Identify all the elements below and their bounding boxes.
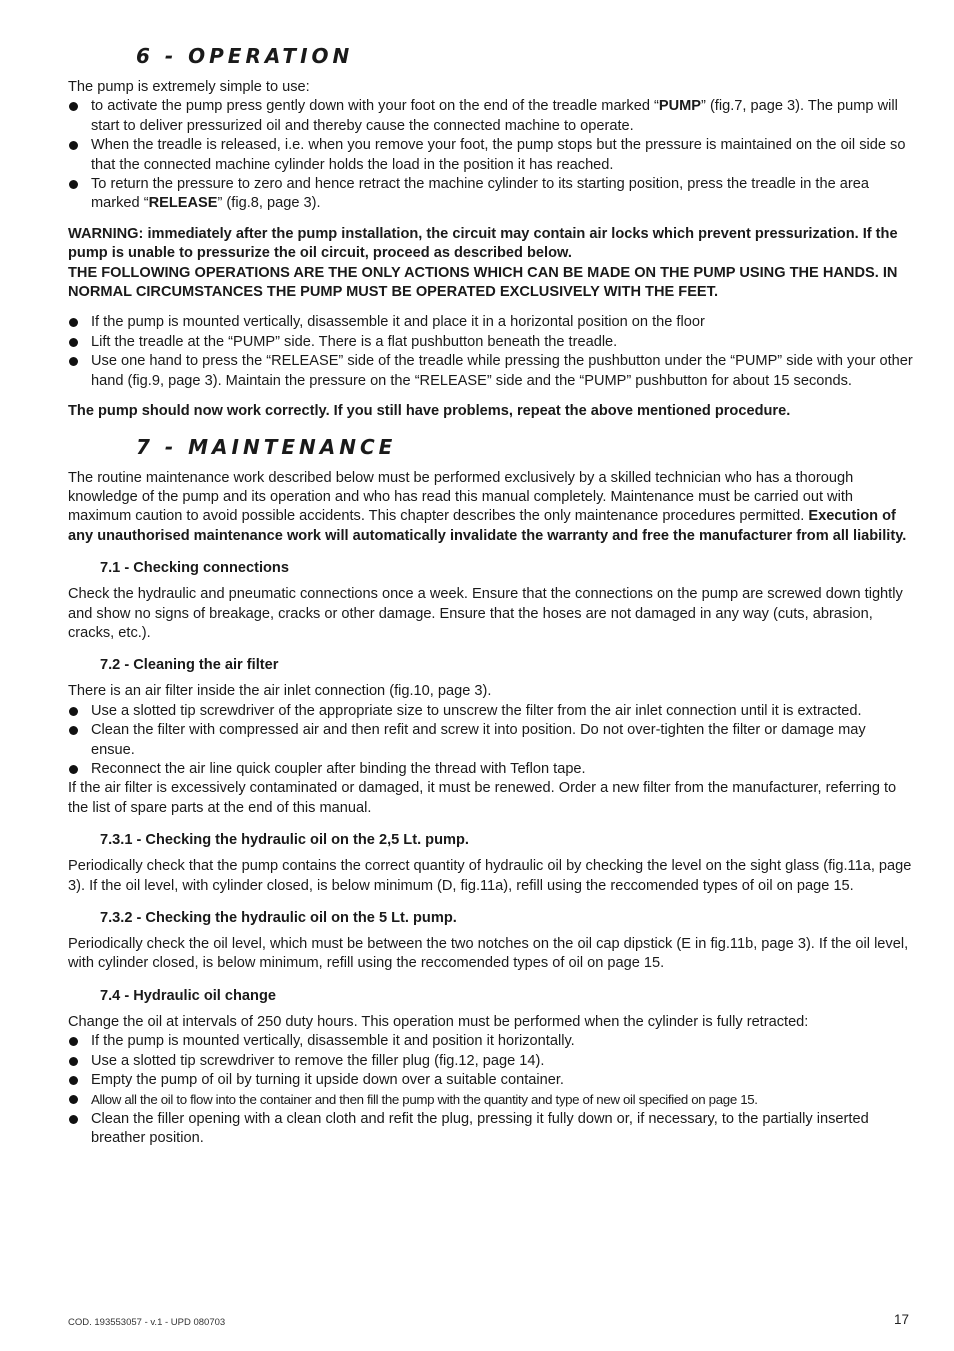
- subsection-7-3-1-text: Periodically check that the pump contains the correct quantity of hydraulic oil by checking the level on the sight glass (fig.11a, page 3). If the oil level, with cylinder closed, is below minimum (D, fig.11a), refill using the reccomended types of oil on page 15.: [68, 858, 912, 894]
- subsection-7-2-intro: There is an air filter inside the air inlet connection (fig.10, page 3).: [68, 683, 492, 700]
- warning-caps-paragraph: THE FOLLOWING OPERATIONS ARE THE ONLY ACTIONS WHICH CAN BE MADE ON THE PUMP USING THE HANDS. IN NORMAL CIRCUMSTANCES THE PUMP MUST BE OPERATED EXCLUSIVELY WITH THE FEET.: [68, 264, 898, 301]
- subsection-7-2-heading: 7.2 - Cleaning the air filter: [100, 657, 279, 674]
- list-item: Lift the treadle at the “PUMP” side. There is a flat pushbutton beneath the treadle.: [68, 333, 913, 352]
- closing-paragraph: The pump should now work correctly. If you still have problems, repeat the above mentioned procedure.: [68, 403, 791, 420]
- text-run: To return the pressure to zero and hence retract the machine cylinder to its starting position, press the treadle in the area marked “: [91, 176, 869, 212]
- text-run: ” (fig.8, page 3).: [217, 195, 321, 212]
- list-item: [68, 175, 913, 214]
- list-item: When the treadle is released, i.e. when you remove your foot, the pump stops but the pressure is maintained on the oil side so that the connected machine cylinder holds the load in the position it has reached.: [68, 136, 913, 175]
- page-number: 17: [894, 1312, 910, 1327]
- subsection-7-3-2-heading: 7.3.2 - Checking the hydraulic oil on the 5 Lt. pump.: [100, 910, 457, 926]
- subsection-7-3-1-heading: 7.3.1 - Checking the hydraulic oil on the 2,5 Lt. pump.: [100, 832, 469, 849]
- subsection-7-1-text: Check the hydraulic and pneumatic connections once a week. Ensure that the connections on the pump are screwed down tightly and show no signs of breakage, cracks or other damage. Ensure that the hoses are not damaged in any way (cuts, abrasion, cracks, etc.).: [68, 586, 903, 641]
- list-item: Clean the filter with compressed air and then refit and screw it into position. Do not over-tighten the filter or damage may ensue.: [68, 721, 913, 760]
- subsection-7-4-heading: 7.4 - Hydraulic oil change: [100, 987, 276, 1004]
- bold-run: RELEASE: [148, 195, 218, 212]
- list-item: If the pump is mounted vertically, disassemble it and position it horizontally.: [68, 1032, 913, 1051]
- text-run: ” (fig.7, page 3). The pump will start to deliver pressurized oil and thereby cause the connected machine to operate.: [91, 98, 898, 134]
- warning-paragraph: WARNING: immediately after the pump installation, the circuit may contain air locks which prevent pressurization. If the pump is unable to pressurize the oil circuit, proceed as described below.: [68, 225, 898, 262]
- section-7-heading: 7 - MAINTENANCE: [136, 434, 397, 459]
- list-item: Use a slotted tip screwdriver to remove the filler plug (fig.12, page 14).: [68, 1052, 913, 1071]
- hand-operation-list: [68, 313, 913, 391]
- list-item: Empty the pump of oil by turning it upside down over a suitable container.: [68, 1071, 913, 1090]
- subsection-7-1-heading: 7.1 - Checking connections: [100, 560, 289, 577]
- air-filter-list: [68, 702, 913, 780]
- list-item: Allow all the oil to flow into the container and then fill the pump with the quantity and type of new oil specified on page 15.: [68, 1090, 913, 1109]
- document-code: COD. 193553057 - v.1 - UPD 080703: [68, 1317, 226, 1328]
- section-6-intro: The pump is extremely simple to use:: [68, 79, 310, 95]
- text-run: to activate the pump press gently down with your foot on the end of the treadle marked “: [91, 98, 659, 115]
- list-item: [68, 97, 913, 136]
- subsection-7-2-outro: If the air filter is excessively contaminated or damaged, it must be renewed. Order a new filter from the manufacturer, referring to the list of spare parts at the end of this manual.: [68, 780, 897, 816]
- list-item: Use a slotted tip screwdriver of the appropriate size to unscrew the filter from the air inlet connection until it is extracted.: [68, 702, 913, 721]
- list-item: Reconnect the air line quick coupler after binding the thread with Teflon tape.: [68, 760, 913, 779]
- subsection-7-3-2-text: Periodically check the oil level, which must be between the two notches on the oil cap dipstick (E in fig.11b, page 3). If the oil level, with cylinder closed, is below minimum, refill using the reccomended types of oil on page 15.: [68, 936, 909, 972]
- section-6-heading: 6 - OPERATION: [136, 44, 354, 68]
- bold-run: Execution of any unauthorised maintenance work will automatically invalidate the warranty and free the manufacturer from all liability.: [68, 508, 907, 544]
- list-item: If the pump is mounted vertically, disassemble it and place it in a horizontal position on the floor: [68, 313, 913, 332]
- oil-change-list: [68, 1032, 913, 1148]
- list-item: Clean the filler opening with a clean cloth and refit the plug, pressing it fully down or, if necessary, to the partially inserted breather position.: [68, 1110, 913, 1149]
- text-run: The routine maintenance work described below must be performed exclusively by a skilled technician who has a thorough knowledge of the pump and its operation and who has read this manual completely. Maintenance must be carried out with maximum caution to avoid possible accidents. This chapter describes the only maintenance procedures permitted.: [68, 469, 854, 525]
- section-7-intro: [68, 469, 913, 547]
- subsection-7-4-intro: Change the oil at intervals of 250 duty hours. This operation must be performed when the cylinder is fully retracted:: [68, 1013, 809, 1030]
- bold-run: PUMP: [658, 98, 702, 115]
- list-item: Use one hand to press the “RELEASE” side of the treadle while pressing the pushbutton under the “PUMP” side with your other hand (fig.9, page 3). Maintain the pressure on the “RELEASE” side and the “PUMP” pushbutton for about 15 seconds.: [68, 352, 913, 391]
- operation-list: [68, 97, 913, 213]
- document-page: [68, 44, 913, 1149]
